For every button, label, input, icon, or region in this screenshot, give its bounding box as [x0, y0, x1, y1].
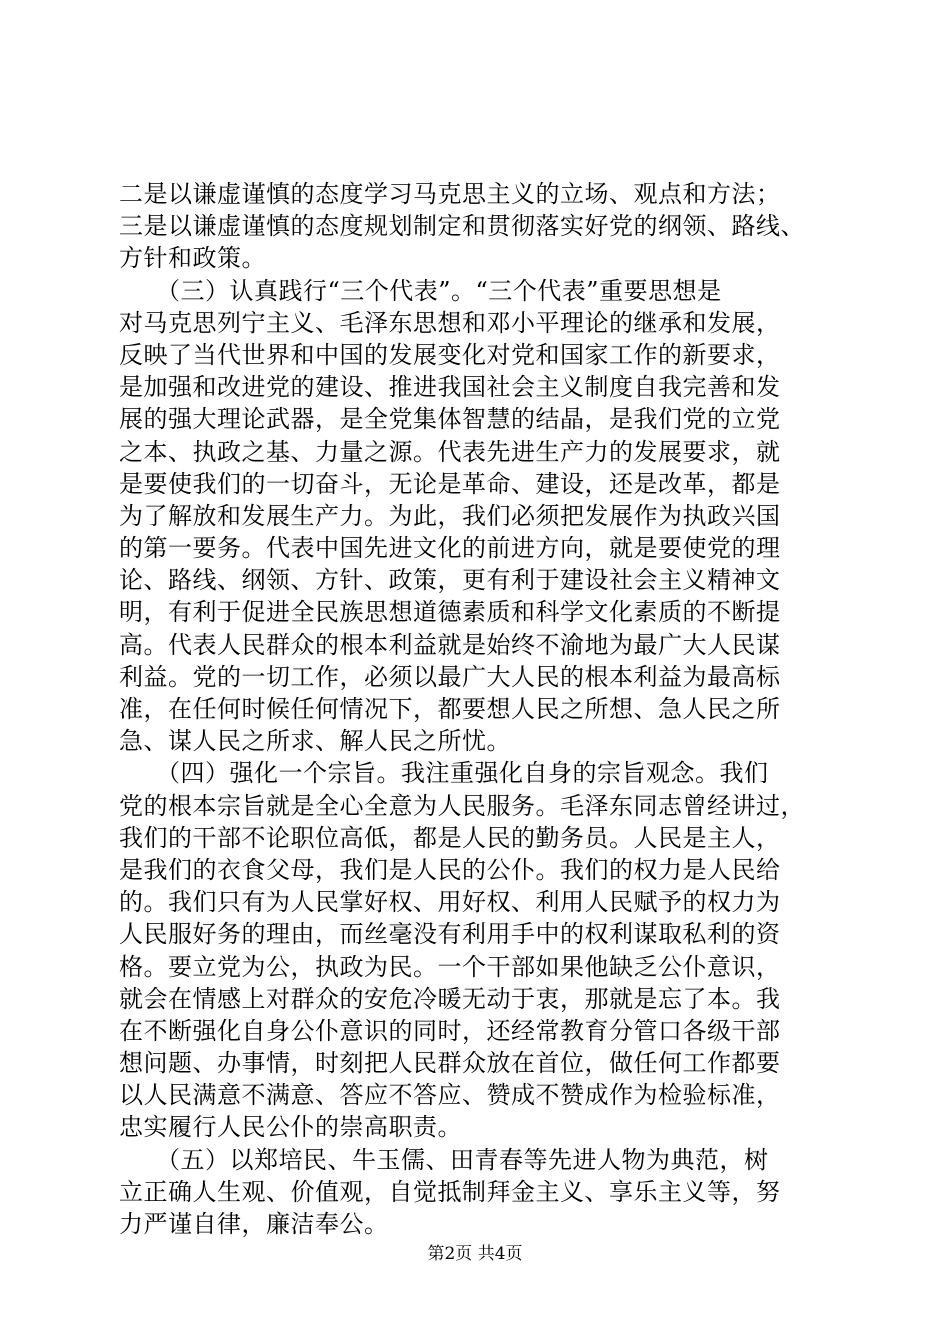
- text-line: 立正确人生观、价值观，自觉抵制拜金主义、享乐主义等，努: [119, 1177, 781, 1206]
- text-line: 在不断强化自身公仆意识的同时，还经常教育分管口各级干部: [119, 1016, 781, 1045]
- text-line: 反映了当代世界和中国的发展变化对党和国家工作的新要求，: [119, 340, 781, 369]
- text-line: 对马克思列宁主义、毛泽东思想和邓小平理论的继承和发展，: [119, 308, 781, 337]
- text-line: 忠实履行人民公仆的崇高职责。: [119, 1113, 462, 1142]
- text-line: 是要使我们的一切奋斗，无论是革命、建设，还是改革，都是: [119, 469, 781, 498]
- text-line: 是我们的衣食父母，我们是人民的公仆。我们的权力是人民给: [119, 855, 781, 884]
- text-line: 人民服好务的理由，而丝毫没有利用手中的权利谋取私利的资: [119, 920, 781, 949]
- text-line: 准，在任何时候任何情况下，都要想人民之所想、急人民之所: [119, 695, 781, 723]
- text-line: 党的根本宗旨就是全心全意为人民服务。毛泽东同志曾经讲过，: [119, 791, 805, 820]
- page-footer: 第2页 共4页: [427, 1244, 523, 1264]
- text-line: （四）强化一个宗旨。我注重强化自身的宗旨观念。我们: [119, 759, 769, 788]
- text-line: 的第一要务。代表中国先进文化的前进方向，就是要使党的理: [119, 534, 781, 563]
- text-line: 明，有利于促进全民族思想道德素质和科学文化素质的不断提: [119, 598, 781, 627]
- text-line: 三是以谦虚谨慎的态度规划制定和贯彻落实好党的纲领、路线、: [119, 212, 805, 241]
- text-line: 高。代表人民群众的根本利益就是始终不渝地为最广大人民谋: [119, 630, 781, 659]
- text-line: 之本、执政之基、力量之源。代表先进生产力的发展要求，就: [119, 437, 781, 466]
- text-line: 急、谋人民之所求、解人民之所忧。: [119, 727, 511, 756]
- text-line: 是加强和改进党的建设、推进我国社会主义制度自我完善和发: [119, 373, 781, 402]
- text-line: 就会在情感上对群众的安危冷暖无动于衷，那就是忘了本。我: [119, 984, 781, 1013]
- document-body: [119, 178, 859, 1240]
- text-line: 论、路线、纲领、方针、政策，更有利于建设社会主义精神文: [119, 566, 781, 595]
- text-line: 方针和政策。: [119, 244, 266, 273]
- text-line: 利益。党的一切工作，必须以最广大人民的根本利益为最高标: [119, 662, 781, 691]
- text-line: 力严谨自律，廉洁奉公。: [119, 1210, 389, 1238]
- text-line: 以人民满意不满意、答应不答应、赞成不赞成作为检验标准，: [119, 1081, 781, 1110]
- text-line: 展的强大理论武器，是全党集体智慧的结晶，是我们党的立党: [119, 405, 781, 434]
- text-line: （三）认真践行“三个代表”。“三个代表”重要思想是: [119, 276, 722, 305]
- text-line: 想问题、办事情，时刻把人民群众放在首位，做任何工作都要: [119, 1049, 781, 1078]
- text-line: 格。要立党为公，执政为民。一个干部如果他缺乏公仆意识，: [119, 952, 781, 981]
- text-line: 的。我们只有为人民掌好权、用好权、利用人民赋予的权力为: [119, 888, 781, 917]
- text-line: 我们的干部不论职位高低，都是人民的勤务员。人民是主人，: [119, 823, 781, 852]
- text-line: 为了解放和发展生产力。为此，我们必须把发展作为执政兴国: [119, 501, 781, 530]
- text-line: 二是以谦虚谨慎的态度学习马克思主义的立场、观点和方法；: [119, 180, 781, 208]
- text-line: （五）以郑培民、牛玉儒、田青春等先进人物为典范，树: [119, 1145, 769, 1174]
